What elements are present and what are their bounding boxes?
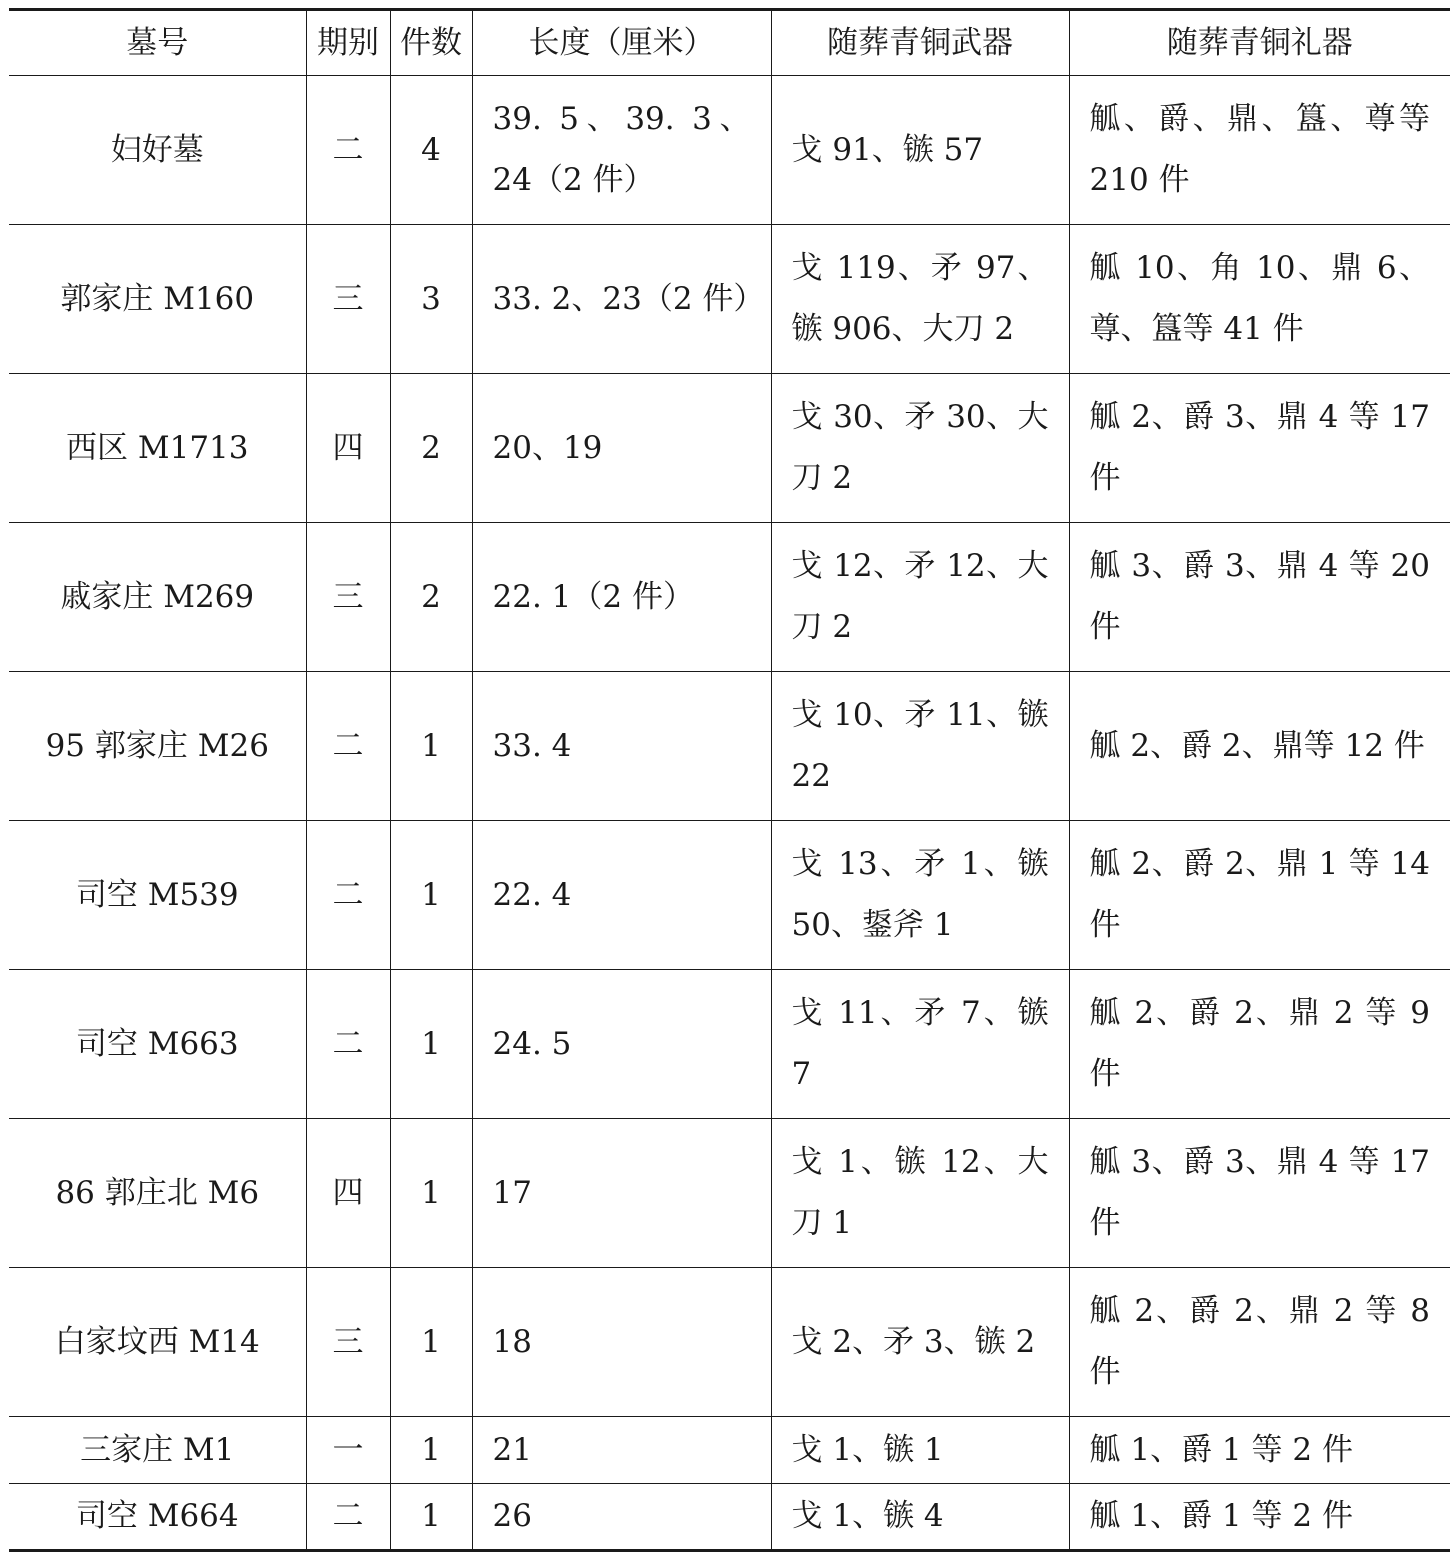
count-cell: 1 [390,821,472,970]
weapons-cell: 戈 1、镞 1 [771,1417,1069,1484]
weapons-cell: 戈 13、矛 1、镞 50、鋬斧 1 [771,821,1069,970]
tomb-cell: 三家庄 M1 [9,1417,306,1484]
tomb-cell: 白家坟西 M14 [9,1268,306,1417]
period-cell: 二 [306,970,390,1119]
weapons-cell: 戈 1、镞 12、大刀 1 [771,1119,1069,1268]
vessels-cell: 觚 2、爵 3、鼎 4 等 17 件 [1069,374,1450,523]
vessels-cell: 觚 10、角 10、鼎 6、尊、簋等 41 件 [1069,225,1450,374]
table-row [9,76,1450,225]
weapons-cell: 戈 30、矛 30、大刀 2 [771,374,1069,523]
vessels-cell: 觚 3、爵 3、鼎 4 等 20 件 [1069,523,1450,672]
table-row [9,1119,1450,1268]
table-row [9,374,1450,523]
weapons-cell: 戈 119、矛 97、镞 906、大刀 2 [771,225,1069,374]
length-cell: 33. 4 [472,672,771,821]
length-cell: 18 [472,1268,771,1417]
period-cell: 二 [306,672,390,821]
length-cell: 33. 2、23（2 件） [472,225,771,374]
period-cell: 四 [306,1119,390,1268]
tomb-cell: 戚家庄 M269 [9,523,306,672]
length-cell: 21 [472,1417,771,1484]
weapons-cell: 戈 12、矛 12、大刀 2 [771,523,1069,672]
vessels-cell: 觚 2、爵 2、鼎等 12 件 [1069,672,1450,821]
bronze-tomb-table [9,8,1450,1552]
table-row [9,672,1450,821]
tomb-cell: 司空 M664 [9,1484,306,1551]
tomb-cell: 郭家庄 M160 [9,225,306,374]
length-cell: 24. 5 [472,970,771,1119]
count-cell: 2 [390,374,472,523]
table-row [9,821,1450,970]
tomb-cell: 95 郭家庄 M26 [9,672,306,821]
period-cell: 三 [306,523,390,672]
weapons-cell: 戈 10、矛 11、镞 22 [771,672,1069,821]
header-count: 件数 [390,10,472,76]
vessels-cell: 觚 2、爵 2、鼎 1 等 14 件 [1069,821,1450,970]
table-row [9,1484,1450,1551]
count-cell: 1 [390,1417,472,1484]
vessels-cell: 觚 2、爵 2、鼎 2 等 9 件 [1069,970,1450,1119]
vessels-cell: 觚 2、爵 2、鼎 2 等 8 件 [1069,1268,1450,1417]
header-period: 期别 [306,10,390,76]
vessels-cell: 觚 1、爵 1 等 2 件 [1069,1417,1450,1484]
count-cell: 1 [390,1484,472,1551]
period-cell: 二 [306,821,390,970]
table-row [9,970,1450,1119]
count-cell: 3 [390,225,472,374]
length-cell: 17 [472,1119,771,1268]
header-weapons: 随葬青铜武器 [771,10,1069,76]
table-row [9,1417,1450,1484]
length-cell: 20、19 [472,374,771,523]
tomb-cell: 司空 M663 [9,970,306,1119]
count-cell: 2 [390,523,472,672]
length-cell: 39. 5、39. 3、24（2 件） [472,76,771,225]
period-cell: 三 [306,225,390,374]
header-tomb: 墓号 [9,10,306,76]
weapons-cell: 戈 1、镞 4 [771,1484,1069,1551]
weapons-cell: 戈 91、镞 57 [771,76,1069,225]
length-cell: 26 [472,1484,771,1551]
vessels-cell: 觚 1、爵 1 等 2 件 [1069,1484,1450,1551]
tomb-cell: 妇好墓 [9,76,306,225]
header-vessels: 随葬青铜礼器 [1069,10,1450,76]
table-row [9,225,1450,374]
length-cell: 22. 4 [472,821,771,970]
period-cell: 一 [306,1417,390,1484]
tomb-cell: 司空 M539 [9,821,306,970]
tomb-cell: 86 郭庄北 M6 [9,1119,306,1268]
vessels-cell: 觚、爵、鼎、簋、尊等 210 件 [1069,76,1450,225]
count-cell: 4 [390,76,472,225]
period-cell: 二 [306,1484,390,1551]
header-row [9,10,1450,76]
tomb-cell: 西区 M1713 [9,374,306,523]
period-cell: 三 [306,1268,390,1417]
period-cell: 四 [306,374,390,523]
count-cell: 1 [390,1268,472,1417]
period-cell: 二 [306,76,390,225]
count-cell: 1 [390,1119,472,1268]
weapons-cell: 戈 2、矛 3、镞 2 [771,1268,1069,1417]
count-cell: 1 [390,970,472,1119]
length-cell: 22. 1（2 件） [472,523,771,672]
weapons-cell: 戈 11、矛 7、镞 7 [771,970,1069,1119]
vessels-cell: 觚 3、爵 3、鼎 4 等 17 件 [1069,1119,1450,1268]
table-row [9,523,1450,672]
table-row [9,1268,1450,1417]
count-cell: 1 [390,672,472,821]
header-length: 长度（厘米） [472,10,771,76]
